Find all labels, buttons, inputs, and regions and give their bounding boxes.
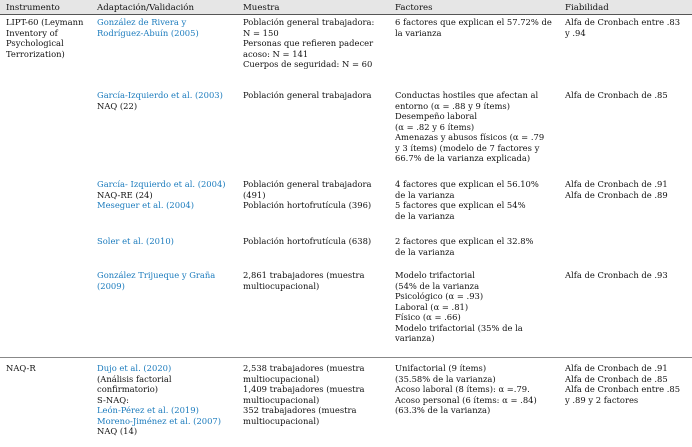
header-muestra: Muestra [243,3,280,13]
citation-link[interactable]: Moreno-Jiménez et al. (2007) [97,415,222,426]
citation-link[interactable]: Meseguer et al. (2004) [97,200,194,210]
citation-link[interactable]: Dujo et al. (2020) [97,363,172,373]
row-separator [0,357,692,358]
muestra-cell: 2,861 trabajadores (muestra multiocupacional) [243,270,365,291]
citation-link[interactable]: García-Izquierdo et al. (2003) [97,90,223,100]
fiabilidad-cell: Alfa de Cronbach de .91 Alfa de Cronbach de .89 [565,179,668,200]
citation-link[interactable]: Soler et al. (2010) [97,236,174,246]
fiabilidad-cell: Alfa de Cronbach de .91 Alfa de Cronbach de .85 Alfa de Cronbach entre .85 y .89 y 2 factores [565,363,681,405]
citation-link[interactable]: González Trijueque y Graña (2009) [97,270,216,291]
factores-cell: Modelo trifactorial (54% de la varianza Psicológico (α = .93) Laboral (α = .81) Físico (α = .66) Modelo trifactorial (35% de la varianza) [395,270,523,343]
muestra-cell: Población general trabajadora: N = 150 Personas que refieren padecer acoso: N = 141 Cuerpos de seguridad: N = 60 [243,17,375,69]
header-adaptacion: Adaptación/Validación [97,3,195,13]
fiabilidad-cell: Alfa de Cronbach de .85 [565,90,668,100]
muestra-cell: Población general trabajadora (491) Población hortofrutícula (396) [243,179,372,210]
header-factores: Factores [395,3,433,13]
factores-cell: Conductas hostiles que afectan al entorno (α = .88 y 9 ítems) Desempeño laboral (α = .82 y 6 ítems) Amenazas y abusos físicos (α = .79 y 3 ítems) (modelo de 7 factores y 66.7% de la varianza explicada) [395,90,545,163]
instrumento-cell: NAQ-R [6,363,36,373]
fiabilidad-cell: Alfa de Cronbach entre .83 y .94 [565,17,681,38]
adaptacion-cell: Dujo et al. (2020) (Análisis factorial confirmatorio) S-NAQ: León-Pérez et al. (2019) Moreno-Jiménez et al. (2007) NAQ (14) [97,363,222,436]
citation-link[interactable]: García- Izquierdo et al. (2004) [97,179,226,189]
header-instrumento: Instrumento [6,3,60,13]
muestra-cell: Población general trabajadora [243,90,372,100]
factores-cell: 4 factores que explican el 56.10% de la varianza 5 factores que explican el 54% de la varianza [395,179,539,221]
factores-cell: Unifactorial (9 ítems) (35.58% de la varianza) Acoso laboral (8 ítems): α =.79. Acoso personal (6 ítems: α = .84) (63.3% de la varianza) [395,363,537,415]
factores-cell: 2 factores que explican el 32.8% de la varianza [395,236,534,257]
citation-link[interactable]: González de Rivera y Rodríguez-Abuín (2005) [97,17,199,38]
muestra-cell: 2,538 trabajadores (muestra multiocupacional) 1,409 trabajadores (muestra multiocupacional) 352 trabajadores (muestra multiocupacional) [243,363,365,426]
fiabilidad-cell: Alfa de Cronbach de .93 [565,270,668,280]
muestra-cell: Población hortofrutícula (638) [243,236,372,246]
adaptacion-cell: García-Izquierdo et al. (2003) NAQ (22) [97,90,223,111]
citation-link[interactable]: León-Pérez et al. (2019) [97,405,199,415]
header-fiabilidad: Fiabilidad [565,3,609,13]
adaptacion-cell: García- Izquierdo et al. (2004) NAQ-RE (24) Meseguer et al. (2004) [97,179,226,210]
factores-cell: 6 factores que explican el 57.72% de la varianza [395,17,552,38]
table-header [0,0,692,15]
instrumento-cell: LIPT-60 (Leymann Inventory of Psychological Terrorization) [6,17,84,59]
